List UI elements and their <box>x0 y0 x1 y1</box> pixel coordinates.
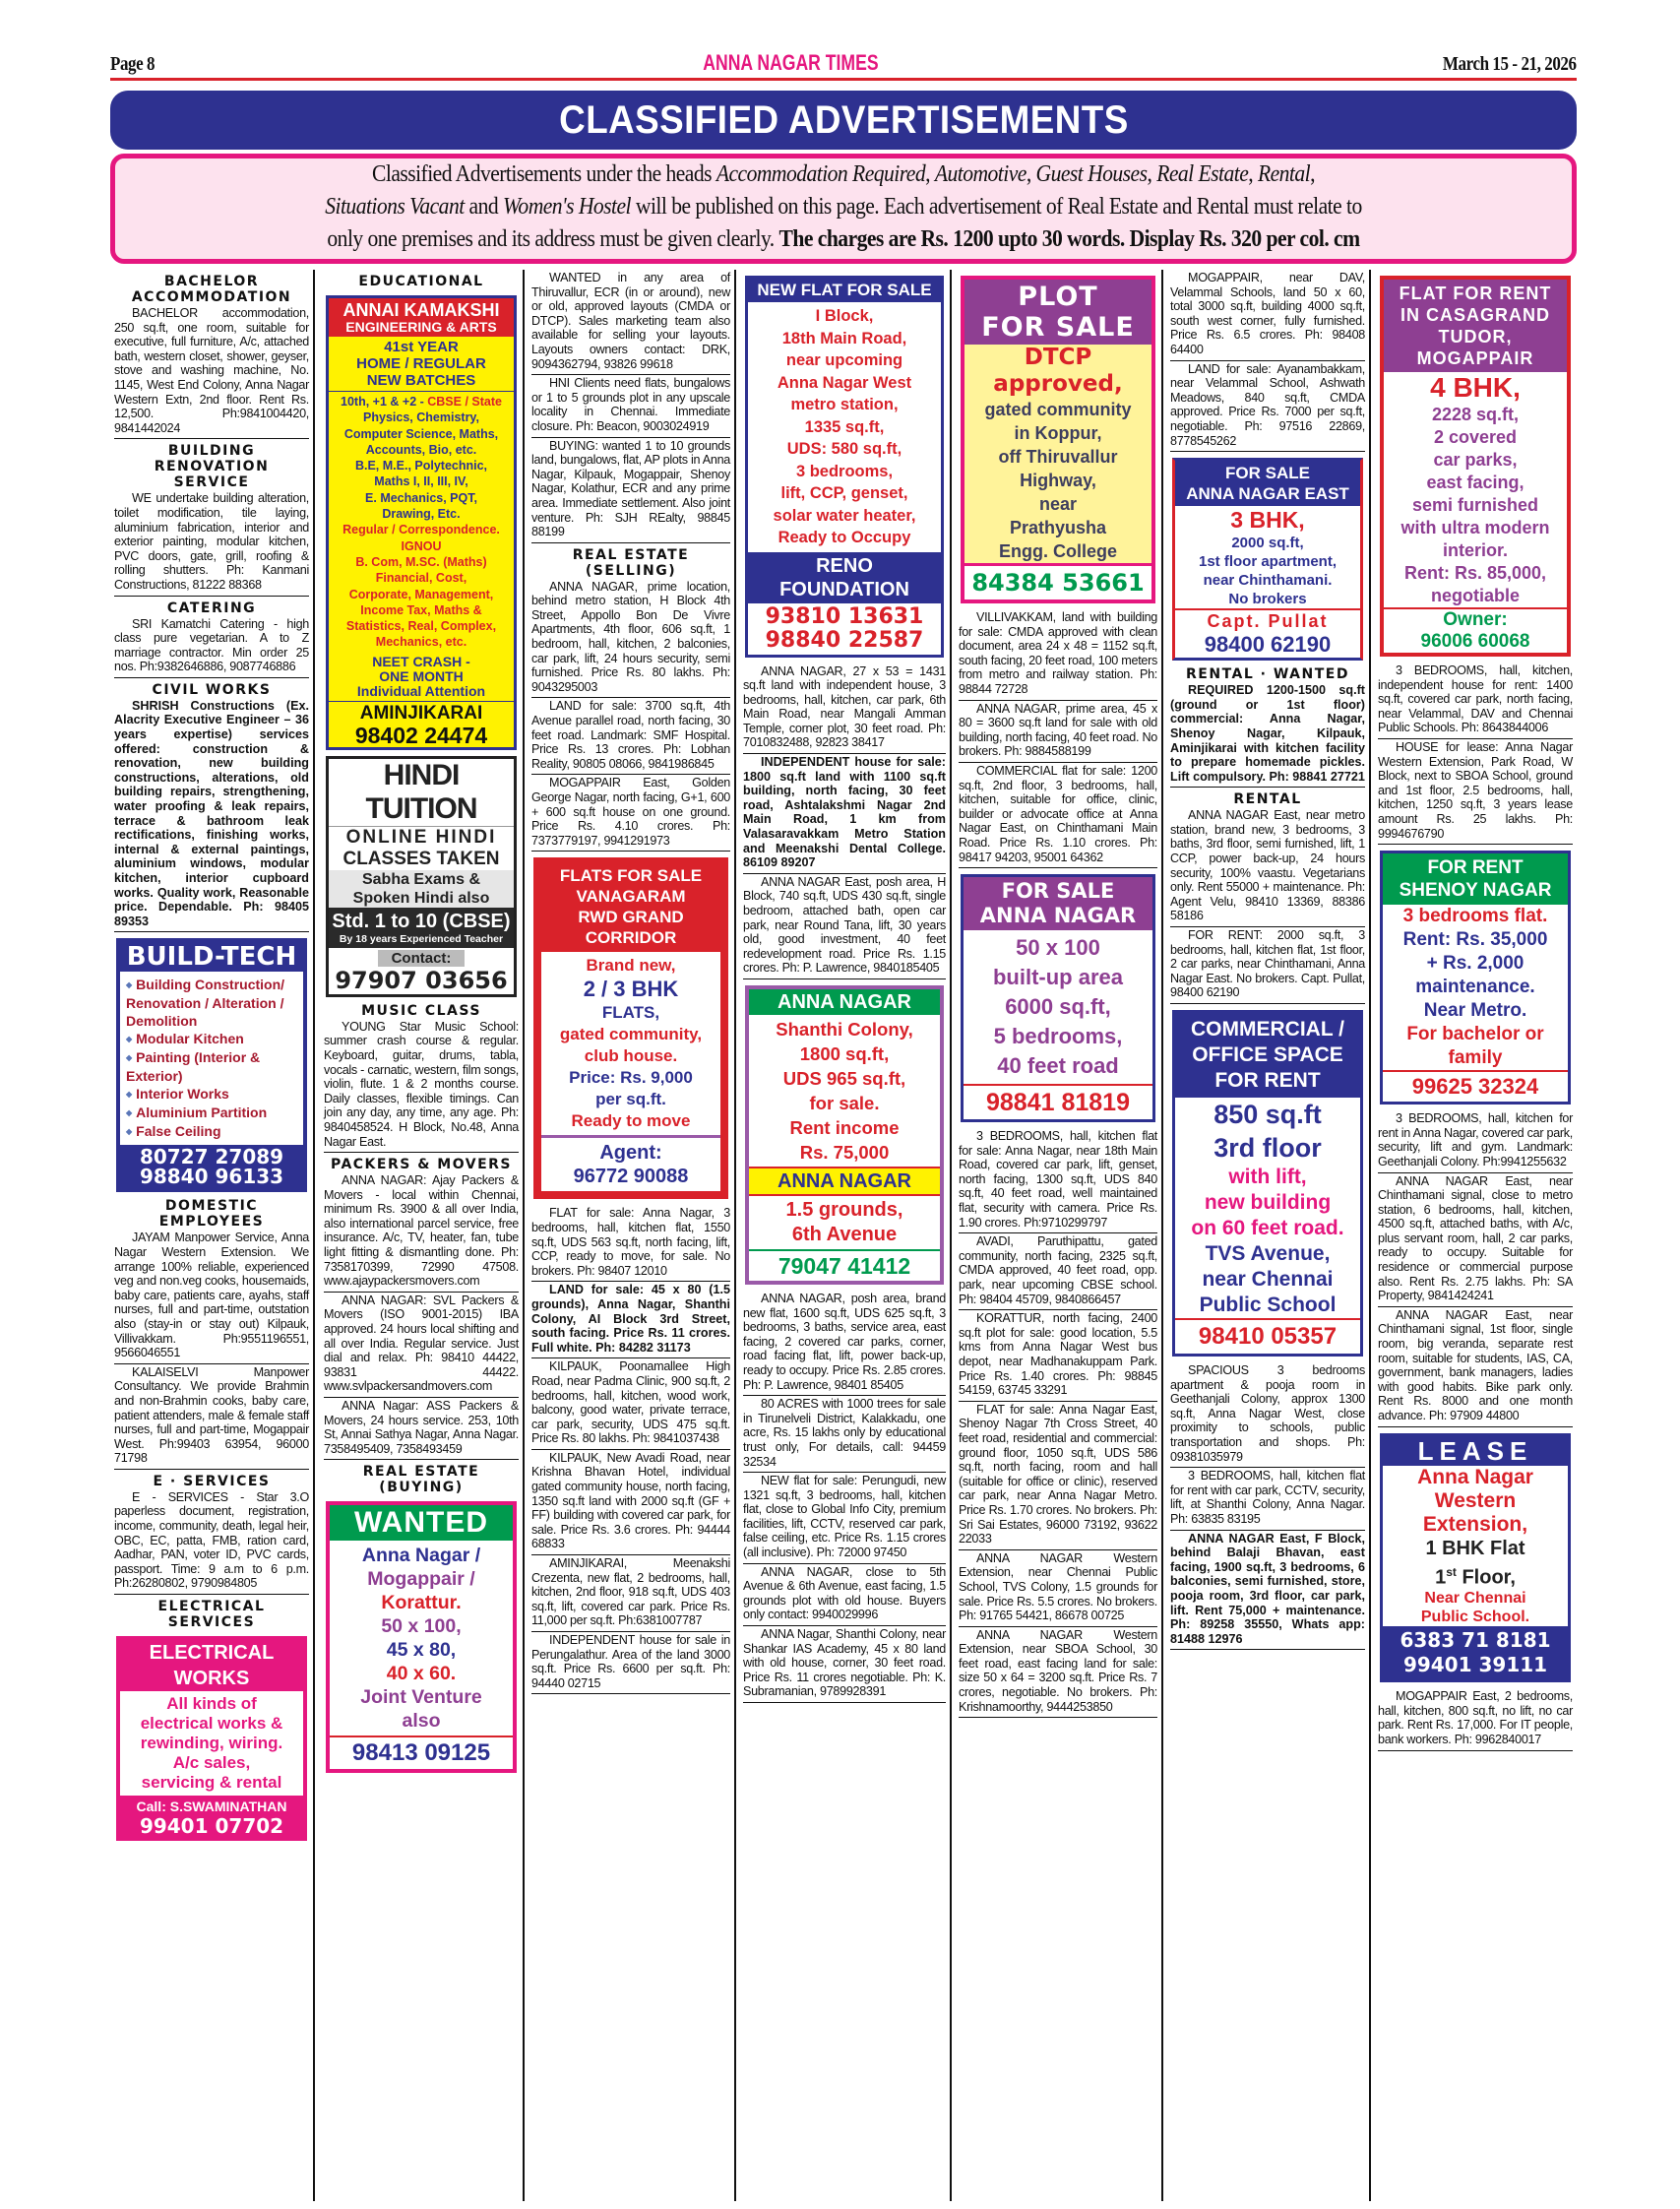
ad-line: ONLINE HINDI <box>345 826 497 848</box>
classified-ad: 3 BEDROOMS, hall, kitchen flat for rent with car park, CCTV, security, lift, at Shanthi Colony, Anna Nagar. Ph: 63835 83195 <box>1170 1468 1365 1530</box>
ad-line: 3rd floor <box>1213 1133 1322 1163</box>
ad-line: gated community <box>984 400 1132 419</box>
classified-ad: ANNA Nagar, Shanthi Colony, near Shankar IAS Academy, 45 x 80 land with old house, corner, 30 feet road. Price Rs. 11 crores negotiable. Ph: K. Subramanian, 9789928391 <box>743 1626 946 1703</box>
column-5 <box>955 270 1163 2201</box>
ad-line: east facing, <box>1426 473 1524 492</box>
classified-ad: ANNA NAGAR, prime area, 45 x 80 = 3600 sq.ft land for sale with old building, north facing, 40 feet road. No brokers. Ph: 9884588199 <box>959 701 1157 763</box>
ad-line: Prathyusha <box>1009 518 1107 537</box>
phone-number: 79047 41412 <box>778 1252 911 1279</box>
ad-line: Rent income <box>789 1116 900 1138</box>
classified-ad: 3 BEDROOMS, hall, kitchen, independent house for rent: 1400 sq.ft, covered car park, north facing, near Velammal, DAV and Chennai Public Schools. Ph: 8643844006 <box>1378 663 1573 739</box>
newspaper-title: ANNA NAGAR TIMES <box>703 50 879 75</box>
display-ad-flats-vanagaram <box>533 857 728 1199</box>
ad-line: Mechanics, etc. <box>375 635 467 650</box>
ad-line: 40 feet road <box>997 1053 1119 1079</box>
ad-title: TUDOR, <box>1438 327 1513 347</box>
display-ad-office-space <box>1172 1010 1363 1357</box>
ad-title: ANNA NAGAR <box>979 904 1137 928</box>
column-1 <box>110 270 315 2201</box>
ad-line: Near Metro. <box>1423 1000 1527 1022</box>
ad-line: 40 x 60. <box>386 1663 457 1685</box>
classified-ad: 3 BEDROOMS, hall, kitchen flat for sale: Anna Nagar, near 18th Main Road, covered car park, lift, genset, north facing, 1300 sq.ft, UDS 840 sq.ft, 40 feet road, well maintained flat, security with camera. Price Rs. 1.90 crores. Ph:9710299797 <box>959 1128 1157 1233</box>
ad-line: Highway, <box>1020 471 1096 490</box>
ad-line: lift, CCP, genset, <box>780 484 908 502</box>
heading-e-services: E · SERVICES <box>153 1473 271 1489</box>
ad-line: also <box>402 1710 441 1733</box>
ad-line: Engg. College <box>998 541 1117 561</box>
service-item: ◆ False Ceiling <box>126 1122 297 1141</box>
ad-line: approved, <box>993 371 1123 397</box>
ad-line: Mogappair / <box>367 1568 475 1591</box>
ad-line: electrical works & <box>140 1714 283 1734</box>
classified-ad: FLAT for sale: Anna Nagar, 3 bedrooms, hall, kitchen flat, 1550 sq.ft, UDS 563 sq.ft, north facing, lift, CCP, ready to move, for sale. No brokers. Ph: 98407 12010 <box>531 1205 730 1282</box>
service-item: ◆ Aluminium Partition <box>126 1104 297 1122</box>
ad-line: 45 x 80, <box>386 1639 457 1662</box>
ad-line: Drawing, Etc. <box>382 507 461 522</box>
ad-line: E. Mechanics, PQT, <box>365 490 477 505</box>
ad-line: semi furnished <box>1411 495 1539 515</box>
classified-ad: ANNA NAGAR, 27 x 53 = 1431 sq.ft land with independent house, 3 bedrooms, hall, kitchen, car park, 6th Main Road, near Mangali Amman Temple, corner plot, 30 feet road. Ph: 7010832488, 92823 38417 <box>743 663 946 755</box>
ad-line: on 60 feet road. <box>1191 1217 1344 1239</box>
phone-number: 98840 22587 <box>765 627 924 653</box>
contact-name: Capt. Pullat <box>1175 608 1360 632</box>
ad-title: FLAT FOR RENT <box>1399 284 1552 303</box>
display-ad-hindi-tuition <box>326 756 517 997</box>
service-item: ◆ Building Construction/ Renovation / Alteration / Demolition <box>126 976 297 1030</box>
heading-rental-wanted: RENTAL · WANTED <box>1186 666 1349 683</box>
phone-number: 84384 53661 <box>964 563 1151 600</box>
ad-line: B. Com, M.SC. (Maths) <box>355 554 487 569</box>
ad-line: Korattur. <box>381 1592 462 1614</box>
ad-line: 3 bedrooms flat. <box>1402 906 1548 927</box>
classified-ad: ANNA Nagar: ASS Packers & Movers, 24 hours service. 253, 10th St, Annai Sathya Nagar, Anna Nagar. 7358495409, 7358493459 <box>324 1398 519 1460</box>
ad-title: PLOT <box>1018 282 1098 312</box>
ad-line: gated community, <box>559 1025 703 1044</box>
ad-line: 3 BHK, <box>1230 507 1305 534</box>
classified-ad: MOGAPPAIR East, Golden George Nagar, north facing, G+1, 600 + 600 sq.ft house on one ground. Price Rs. 4.10 crores. Ph: 7373779197, 9941291973 <box>531 775 730 852</box>
masthead <box>110 50 1577 81</box>
ad-line: All kinds of <box>166 1694 257 1714</box>
ad-title: OFFICE SPACE <box>1192 1043 1343 1066</box>
classified-ad: ANNA NAGAR East, F Block, behind Balaji Bhavan, east facing, 1900 sq.ft, 3 bedrooms, 6 balconies, semi furnished, store, pooja room, 3rd floor, car park, lift. Rent 75,000 + maintenance. Ph: 89258 35550, Whats app: 81488 12976 <box>1170 1531 1365 1651</box>
ad-title: COMMERCIAL / <box>1191 1018 1344 1041</box>
ad-line: 850 sq.ft <box>1213 1100 1322 1129</box>
ad-line: 2 / 3 BHK <box>583 977 679 1002</box>
classified-ad: ANNA NAGAR Western Extension, near Chennai Public School, TVS Colony, 1.5 grounds for sale. Price Rs. 5.5 crores. No brokers. Ph: 91765 54421, 86678 00725 <box>959 1550 1157 1627</box>
classified-ad: MOGAPPAIR, near DAV, Velammal Schools, land 50 x 60, total 3000 sq.ft, building 4000 sq.ft, south west corner, fully furnished. Price Rs. 6.5 crores. Ph: 98408 64400 <box>1170 270 1365 361</box>
ad-line: Rs. 75,000 <box>799 1141 890 1163</box>
ad-line: with lift, <box>1228 1166 1307 1188</box>
phone-number: 80727 27089 <box>139 1145 284 1169</box>
ad-line: Ready to Occupy <box>778 529 911 546</box>
issue-date: March 15 - 21, 2026 <box>1443 53 1577 75</box>
ad-title: HINDI TUITION <box>329 759 514 827</box>
column-2 <box>320 270 525 2201</box>
heading-music-class: MUSIC CLASS <box>361 1002 481 1019</box>
heading-real-estate-selling: REAL ESTATE (SELLING) <box>572 546 690 579</box>
classified-ad: SRI Kamatchi Catering - high class pure vegetarian. A to Z marriage contractor. Min order 25 nos. Ph:9382646886, 9087746886 <box>114 616 309 678</box>
classified-ad: NEW flat for sale: Perungudi, new 1321 sq.ft, 3 bedrooms, hall, kitchen flat, close to Global Info City, premium facilities, lift, CCTV, reserved car park, false ceiling, etc. Price Rs. 1.15 crores (all inclusive). Ph: 72000 97450 <box>743 1473 946 1564</box>
ad-line: Public School. <box>1420 1609 1530 1626</box>
ad-line: 2000 sq.ft, <box>1231 535 1304 552</box>
ad-title: FLATS FOR SALE <box>559 866 703 886</box>
ad-line: I Block, <box>815 307 874 325</box>
charges-text: The charges are Rs. 1200 upto 30 words. Display Rs. 320 per col. cm <box>778 226 1360 252</box>
classified-ad: E - SERVICES - Star 3.O paperless document, registration, income, community, death, legal heir, OBC, EC, patta, FMB, ration card, Aadhar, PAN, voter ID, PVC cards, passport. Time: 9 a.m to 6 p.m. Ph:26280802, 9790984805 <box>114 1489 309 1595</box>
ad-line: Std. 1 to 10 (CBSE) <box>332 910 511 932</box>
phone-number: 99401 07702 <box>139 1814 284 1839</box>
ad-line: IGNOU <box>401 538 442 553</box>
ad-title: FOR SALE <box>1225 464 1310 483</box>
ad-line: 1.5 grounds, <box>785 1198 903 1221</box>
ad-title: FOR SALE <box>1001 879 1115 904</box>
ad-line: NEET CRASH - <box>372 653 470 669</box>
phone-number: 98410 05357 <box>1175 1318 1360 1354</box>
classified-ad: ANNA NAGAR, posh area, brand new flat, 1600 sq.ft, UDS 625 sq.ft, 3 bedrooms, 3 baths, service area, east facing, 2 covered car parks, corner, road facing flat, lift, power back-up, ready to occupy. Price Rs. 2.85 crores. Ph: P. Lawrence, 98401 85405 <box>743 1291 946 1396</box>
ad-line: Public School <box>1199 1294 1337 1316</box>
ad-line: 6000 sq.ft, <box>1005 994 1111 1020</box>
classified-ad: ANNA NAGAR: SVL Packers & Movers (ISO 9001-2015) IBA approved. 24 hours local shifting and all over India. Regular service. Just dial and relax. Ph: 98410 44422, 93831 44422. www.svlpackersandmovers.com <box>324 1293 519 1398</box>
classified-ad: ANNA NAGAR, close to 5th Avenue & 6th Avenue, east facing, 1.5 grounds plot with old house. Buyers only contact: 9940029996 <box>743 1564 946 1626</box>
ad-line: CORRIDOR <box>585 928 677 948</box>
ad-line: RWD GRAND <box>578 908 684 927</box>
ad-line: Individual Attention <box>356 682 486 699</box>
classified-ad: ANNA NAGAR Western Extension, near SBOA School, 30 feet road, east facing land for sale: size 50 x 64 = 3200 sq.ft. Price Rs. 7 crores, negotiable. No brokers. Ph: Krishnamoorthy, 9444253850 <box>959 1627 1157 1719</box>
classified-ad: SHRISH Constructions (Ex. Alacrity Executive Engineer – 36 years expertise) services offered: construction & renovation, new building constructions, alterations, old building repairs, strengthening, water proofing & leak repairs, terrace & bathroom leak rectifications, finishing works, internal & external paintings, aluminium windows, modular kitchen, interior cupboard works. Quality work, Reasonable price. Dependable. Ph: 98405 89353 <box>114 698 309 933</box>
display-ad-lease <box>1380 1433 1571 1683</box>
phone-number: 96772 90088 <box>573 1166 689 1188</box>
ad-line: near <box>1038 494 1078 514</box>
contact-label: Owner: <box>1443 609 1508 630</box>
notice-line-3: only one premises and its address must be given clearly. The charges are Rs. 1200 upto 30 words. Display Rs. 320 per col. cm <box>327 226 1360 252</box>
ad-line: Western <box>1434 1488 1517 1512</box>
phone-number: 99401 39111 <box>1402 1653 1548 1677</box>
ad-line: Computer Science, Maths, <box>343 426 499 441</box>
ad-title: IN CASAGRAND <box>1400 305 1550 325</box>
ad-line: 6th Avenue <box>791 1223 898 1245</box>
classified-ad: WE undertake building alteration, toilet modification, tile laying, aluminium fabrication, interior and exterior painting, modular kitchen, PVC doors, gate, grill, roofing & rolling shutters. Ph: Kanmani Constructions, 81222 88368 <box>114 490 309 596</box>
classified-ad: HNI Clients need flats, bungalows or 1 to 5 grounds plot in any upscale locality in Chennai. Immediate closure. Ph: Beacon, 9003024919 <box>531 375 730 437</box>
ad-line: 2 covered <box>1433 427 1518 447</box>
column-3 <box>528 270 736 2201</box>
phone-number: 98400 62190 <box>1204 632 1332 658</box>
ad-line: in Koppur, <box>1014 423 1102 443</box>
classified-ad: FLAT for sale: Anna Nagar East, Shenoy Nagar 7th Cross Street, 40 feet road, residential and commercial: ground floor, 1050 sq.ft, UDS 586 sq.ft, north facing, room and hall (suitable for office or clinic), reserved car park, near Anna Nagar Metro. Price Rs. 1.70 crores. No brokers. Ph: Sri Sai Estates, 96000 73192, 93622 22033 <box>959 1402 1157 1550</box>
notice-line-1: Classified Advertisements under the heads Accommodation Required, Automotive, Guest Houses, Real Estate, Rental, <box>371 161 1315 187</box>
classified-ad: INDEPENDENT house for sale: 1800 sq.ft land with 1100 sq.ft building, north facing, 30 feet road, Ashtalakshmi Nagar 2nd Main Road, 1 km from Valasaravakkam Metro Station and Meenakshi Dental College. 86109 89207 <box>743 754 946 874</box>
ad-line: maintenance. <box>1415 977 1535 998</box>
ad-line: Shanthi Colony, <box>776 1018 913 1040</box>
ad-title: SHENOY NAGAR <box>1399 880 1552 902</box>
classified-ad: JAYAM Manpower Service, Anna Nagar Western Extension. We arrange 100% reliable, experienced veg and non.veg cooks, housemaids, baby care, patients care, ayahs, staff nurses, full and part-time, outstation also (stay-in or stay out) Kilpauk, Villivakkam. Ph:9551196551, 9566046551 <box>114 1230 309 1363</box>
ad-line: Physics, Chemistry, <box>363 410 479 425</box>
ad-line: negotiable <box>1430 586 1520 605</box>
display-ad-for-sale-anna-nagar-east <box>1172 458 1363 661</box>
classified-ad: REQUIRED 1200-1500 sq.ft (ground or 1st floor) commercial: Anna Nagar, Shenoy Nagar, Kilpauk, Aminjikarai with kitchen facility to prepare homemade pickles. Lift compulsory. Ph: 98841 27721 <box>1170 682 1365 788</box>
ad-line: Statistics, Real, Complex, <box>345 619 497 634</box>
ad-line: UDS: 580 sq.ft, <box>786 440 902 458</box>
ad-line: Anna Nagar <box>1417 1465 1533 1488</box>
ad-line: Accounts, Bio, etc. <box>365 442 477 457</box>
ad-line: 4 BHK, <box>1430 372 1521 403</box>
classified-ad: ANNA NAGAR East, near Chinthamani signal, 1st floor, single room, big veranda, separate rest room, suitable for students, IAS, CA, government, bank managers, ladies with good habits. Bike park only. Rent Rs. 8000 and one month advance. Ph: 97909 44800 <box>1378 1307 1573 1427</box>
ad-line: Corporate, Management, <box>348 587 494 601</box>
classified-ad: LAND for sale: Ayanambakkam, near Velammal School, Ashwath Meadows, 840 sq.ft, CMDA approved. Price Rs. 7000 per sq.ft, negotiable. Ph: 97516 22869, 8778545262 <box>1170 361 1365 453</box>
ad-line: per sq.ft. <box>595 1090 666 1109</box>
service-item: ◆ Modular Kitchen <box>126 1030 297 1048</box>
ad-line: interior. <box>1442 540 1508 560</box>
service-item: ◆ Painting (Interior & Exterior) <box>126 1048 297 1085</box>
classified-ad: KILPAUK, New Avadi Road, near Krishna Bhavan Hotel, individual gated community house, north facing, 1350 sq.ft land with 2000 sq.ft (GF + FF) building with covered car park, for sale. Price Rs. 3.6 crores. Ph: 94444 68833 <box>531 1450 730 1555</box>
ad-line: metro station, <box>790 396 899 413</box>
classified-ad: KORATTUR, north facing, 2400 sq.ft plot for sale: good location, 5.5 kms from Anna Nagar West bus depot, near Madhanakuppam Park. Price Rs. 1.40 crores. Ph: 98845 54159, 63745 33291 <box>959 1310 1157 1402</box>
ad-line: for sale. <box>809 1092 880 1113</box>
classified-ad: VILLIVAKKAM, land with building for sale: CMDA approved with clean document, area 24 x 48 = 1152 sq.ft, south facing, 20 feet road, 100 meters from metro and railway station. Ph: 98844 72728 <box>959 609 1157 701</box>
ad-line: 1st floor apartment, <box>1198 553 1338 571</box>
ad-line: Near Chennai <box>1424 1590 1526 1608</box>
ad-line: CLASSES TAKEN <box>342 848 500 869</box>
ad-title: ANNA NAGAR <box>749 989 940 1015</box>
heading-building-renovation: BUILDING RENOVATION SERVICE <box>154 443 270 491</box>
classified-columns <box>110 270 1577 2201</box>
classified-ad: LAND for sale: 45 x 80 (1.5 grounds), Anna Nagar, Shanthi Colony, AI Block 3rd Street, south facing. Price Rs. 11 crores. Full white. Ph: 84282 31173 <box>531 1282 730 1358</box>
classified-ad: YOUNG Star Music School: summer crash course & regular. Keyboard, guitar, drums, tabla, vocals - carnatic, western, film songs, violin, flute. 1 & 2 months course. Daily classes, flexible timings. Can join any day, any time, any age. Ph: 9840458524. H Block, No.48, Anna Nagar East. <box>324 1019 519 1153</box>
ad-line: FLATS, <box>601 1003 660 1023</box>
classified-ad: KALAISELVI Manpower Consultancy. We provide Brahmin and non-Brahmin cooks, baby care, patient attenders, male & female staff nurses, full and part-time, Mogappair West. Ph:99403 63954, 96000 71798 <box>114 1364 309 1470</box>
ad-title: ANNAI KAMAKSHI <box>342 300 500 320</box>
section-title: CLASSIFIED ADVERTISEMENTS <box>558 97 1129 142</box>
contact-name: Call: S.SWAMINATHAN <box>136 1799 287 1815</box>
ad-line: 1800 sq.ft, <box>799 1042 890 1064</box>
ad-subtitle: ANNA NAGAR <box>749 1167 940 1196</box>
classified-ad: 3 BEDROOMS, hall, kitchen for rent in Anna Nagar, covered car park, security, lift and gym. Landmark: Geethanjali Colony. Ph:9941255632 <box>1378 1110 1573 1172</box>
phone-number: 6383 71 8181 <box>1400 1628 1551 1653</box>
ad-line: Joint Venture <box>360 1686 482 1709</box>
ad-line: Price: Rs. 9,000 <box>569 1068 693 1088</box>
ad-line: By 18 years Experienced Teacher <box>339 932 504 945</box>
ad-line: Rent: Rs. 35,000 <box>1402 929 1548 951</box>
ad-title: WANTED <box>330 1505 513 1541</box>
ad-line: 5 bedrooms, <box>993 1024 1123 1049</box>
ad-line: off Thiruvallur <box>998 447 1118 467</box>
ad-line: 1 BHK Flat <box>1425 1537 1525 1559</box>
classified-ad: AVADI, Paruthipattu, gated community, north facing, 2325 sq.ft, CMDA approved, 40 feet road, opp. park, near upcoming CBSE school. Ph: 98404 45709, 9840866457 <box>959 1233 1157 1310</box>
ad-line: NEW BATCHES <box>366 372 476 389</box>
heading-rental: RENTAL <box>1233 791 1302 808</box>
classified-ad: HOUSE for lease: Anna Nagar Western Extension, Park Road, W Block, next to SBOA School, ground and 1st floor, 2.5 bedrooms, hall, kitchen, 1250 sq.ft, 3 years lease amount Rs. 25 lakhs. Ph: 9994676790 <box>1378 739 1573 845</box>
heading-bachelor-accommodation: BACHELOR ACCOMMODATION <box>131 274 292 305</box>
classified-ad: COMMERCIAL flat for sale: 1200 sq.ft, 2nd floor, 3 bedrooms, hall, kitchen, suitable for office, clinic, builder or advocate office at Anna Nagar East, on Chinthamani Main Road. Price Rs. 1.10 crores. Ph: 98417 94203, 95001 64362 <box>959 763 1157 868</box>
phone-number: 93810 13631 <box>765 603 924 629</box>
phone-number: 98841 81819 <box>986 1089 1130 1117</box>
ad-line: near Chinthamani. <box>1203 572 1333 590</box>
ad-title: BUILD-TECH <box>120 942 303 972</box>
phone-number: 99625 32324 <box>1383 1070 1568 1102</box>
heading-domestic-employees: DOMESTIC EMPLOYEES <box>158 1198 265 1231</box>
phone-number: 96006 60068 <box>1420 631 1530 652</box>
classified-ad: ANNA NAGAR East, near metro station, brand new, 3 bedrooms, 3 baths, 3rd floor, semi furnished, lift, 1 CCP, power back-up, 24 hours security, 100% vaastu. Vegetarians only. Rent 55000 + maintenance. Ph: Agent Velu, 98410 13369, 88386 58186 <box>1170 807 1365 927</box>
ad-line: 2228 sq.ft, <box>1431 405 1520 424</box>
ad-line: No brokers <box>1228 591 1307 608</box>
heading-packers-movers: PACKERS & MOVERS <box>330 1157 513 1173</box>
classified-ad: ANNA NAGAR, prime location, behind metro station, H Block 4th Street, Appollo Bon De Vivre Apartments, 4th floor, 606 sq.ft, 1 bedroom, hall, kitchen, 2 balconies, car park, lift, 24 hours security, semi furnished. Price Rs. 80 lakhs. Ph: 9043295003 <box>531 579 730 699</box>
ad-line: 41st YEAR <box>384 339 459 355</box>
classified-ad: BUYING: wanted 1 to 10 grounds land, bungalows, flat, AP plots in Anna Nagar, Kilpauk, Mogappair, Shenoy Nagar, Kolathur, ECR and any prime area. Immediate settlement. Also joint venture. Ph: SJH REalty, 98845 88199 <box>531 438 730 543</box>
contact-label: Agent: <box>599 1142 662 1165</box>
section-banner <box>110 91 1577 150</box>
classified-ad: AMINJIKARAI, Meenakshi Crezenta, new flat, 2 bedrooms, hall, kitchen, 2nd floor, 918 sq.ft, UDS 403 sq.ft, lift, covered car park. Price Rs. 11,000 per sq.ft. Ph:6381007787 <box>531 1555 730 1632</box>
phone-number: 98402 24474 <box>354 722 488 748</box>
ad-line: Financial, Cost, <box>375 571 467 586</box>
classified-ad: ANNA NAGAR East, posh area, H Block, 740 sq.ft, UDS 430 sq.ft, single bedroom, attached bath, open car park, near Round Tana, lift, 30 years old, good investment, 40 feet redevelopment road. Price Rs. 1.15 crores. Ph: P. Lawrence, 9840185405 <box>743 874 946 979</box>
classified-ad: BACHELOR accommodation, 250 sq.ft, one room, suitable for executive, full furniture, A/c, attached bath, western closet, shower, geyser, stove and washing machine, No. 1145, West End Colony, Anna Nagar Western Extn, 2nd floor. Rent Rs. 12,500. Ph:9841004420, 9841442024 <box>114 305 309 439</box>
classified-ad: SPACIOUS 3 bedrooms apartment & pooja room in Geethanjali Colony, approx 1300 sq.ft, Anna Nagar West, close proximity to schools, public transportation and shops. Ph: 09381035979 <box>1170 1362 1365 1468</box>
phone-number: 97907 03656 <box>335 966 508 994</box>
ad-line: Anna Nagar / <box>361 1545 481 1567</box>
ad-line: built-up area <box>992 965 1123 990</box>
ad-title: LEASE <box>1383 1436 1568 1466</box>
ad-title: FOR SALE <box>981 312 1135 343</box>
ad-line: 50 x 100 <box>1016 935 1100 961</box>
column-6 <box>1166 270 1371 2201</box>
ad-line: 18th Main Road, <box>781 329 907 347</box>
ad-line: car parks, <box>1433 450 1518 470</box>
ad-line: TVS Avenue, <box>1205 1242 1331 1265</box>
ad-line: rewinding, wiring. <box>140 1734 283 1753</box>
ad-phones <box>120 1145 303 1188</box>
ad-line: with ultra modern <box>1400 518 1550 537</box>
ad-line: 1st Floor, <box>1435 1564 1516 1589</box>
ad-line: For bachelor or <box>1406 1024 1544 1045</box>
display-ad-rent-shenoy-nagar <box>1380 851 1571 1104</box>
ad-line: Ready to move <box>571 1111 691 1131</box>
ad-line: + Rs. 2,000 <box>1426 953 1524 975</box>
contact-label: Contact: <box>378 950 466 967</box>
display-ad-plot-for-sale <box>961 276 1155 603</box>
ad-line: DTCP <box>1024 345 1092 370</box>
ad-line: B.E, M.E., Polytechnic, <box>354 459 488 473</box>
ad-line: ONE MONTH <box>379 667 464 684</box>
ad-line: Extension, <box>1422 1512 1528 1536</box>
heading-educational: EDUCATIONAL <box>358 274 484 289</box>
display-ad-casagrand-tudor <box>1380 276 1571 657</box>
newspaper-page <box>110 50 1577 1839</box>
ad-title: ELECTRICAL WORKS <box>120 1640 303 1691</box>
company-name: FOUNDATION <box>779 578 909 600</box>
classified-ad: ANNA NAGAR: Ajay Packers & Movers - local within Chennai, minimum Rs. 3900 & all over India, also international parcel service, free insurance. A/c, TV, heater, fan, tube light fitting & dismantling done. Ph: 7358170399, 72990 47508. www.ajaypackersmovers.com <box>324 1172 519 1293</box>
ad-subtitle: ENGINEERING & ARTS <box>345 319 497 335</box>
display-ad-electrical-works <box>116 1636 307 1841</box>
ad-line: Income Tax, Maths & <box>360 602 482 617</box>
ad-line: A/c sales, <box>172 1753 251 1773</box>
ad-line: solar water heater, <box>773 506 916 525</box>
column-4 <box>739 270 952 2201</box>
service-item: ◆ Interior Works <box>126 1085 297 1104</box>
classified-notice <box>110 154 1577 264</box>
ad-line: Maths I, II, III, IV, <box>374 474 468 489</box>
company-name: RENO <box>816 554 873 577</box>
display-ad-wanted <box>326 1501 517 1773</box>
classified-ad: ANNA NAGAR East, near Chinthamani signal, close to metro station, 6 bedrooms, hall, kitchen, 4500 sq.ft, attached baths, with A/c, plus servant room, hall, 2 car parks, ready to occupy. Suitable for residence or commercial purpose also. Rent Rs. 2.75 lakhs. Ph: SA Property, 9841424241 <box>1378 1173 1573 1307</box>
heading-real-estate-buying: REAL ESTATE (BUYING) <box>362 1464 480 1496</box>
display-ad-for-sale-anna-nagar <box>961 874 1155 1122</box>
ad-title: ANNA NAGAR EAST <box>1186 484 1349 504</box>
classified-ad: FOR RENT: 2000 sq.ft, 3 bedrooms, hall, kitchen flat, 1st floor, 2 car parks, near Chinthamani, Anna Nagar East. No brokers. Capt. Pullat, 98400 62190 <box>1170 927 1365 1004</box>
display-ad-buildtech <box>116 938 307 1192</box>
ad-line: family <box>1448 1047 1503 1069</box>
ad-line: HOME / REGULAR <box>356 355 486 372</box>
notice-line-2: Situations Vacant and Women's Hostel will be published on this page. Each advertisement of Real Estate and Rental must relate to <box>325 194 1362 220</box>
ad-line: 50 x 100, <box>381 1615 462 1638</box>
ad-line: UDS 965 sq.ft, <box>782 1067 906 1089</box>
phone-number: 98413 09125 <box>351 1739 491 1767</box>
ad-line: Anna Nagar West <box>777 373 912 392</box>
classified-ad: WANTED in any area of Thiruvallur, ECR (in or around), new or old, approved layouts (CMDA or DTCP). Sales marketing team also available for selling your layouts. Layouts owners contact: DRK, 9094362794, 93826 99618 <box>531 270 730 375</box>
ad-line: near Chennai <box>1202 1268 1334 1291</box>
ad-line: Regular / Correspondence. <box>342 523 500 537</box>
classified-ad: LAND for sale: 3700 sq.ft, 4th Avenue parallel road, north facing, 30 feet road. Landmark: SMF Hospital. Price Rs. 13 crores. Ph: Lobhan Reality, 90805 08066, 9841986845 <box>531 698 730 775</box>
ad-line: Rent: Rs. 85,000, <box>1403 563 1547 583</box>
ad-location: AMINJIKARAI <box>359 702 483 724</box>
ad-line: Brand new, <box>586 956 676 976</box>
service-list <box>120 972 303 1145</box>
ad-line: 1335 sq.ft, <box>804 417 885 436</box>
column-7 <box>1374 270 1577 2201</box>
heading-catering: CATERING <box>166 600 257 616</box>
heading-electrical-services: ELECTRICAL SERVICES <box>157 1599 266 1631</box>
ad-line: Sabha Exams & <box>361 870 481 888</box>
ad-line: new building <box>1204 1191 1332 1214</box>
ad-title: NEW FLAT FOR SALE <box>748 279 941 302</box>
ad-line: 3 bedrooms, <box>795 462 894 480</box>
heading-civil-works: CIVIL WORKS <box>152 681 272 698</box>
display-ad-anna-nagar-shanthi-colony <box>745 985 944 1285</box>
ad-title: FOR RENT <box>1427 857 1524 879</box>
classified-ad: KILPAUK, Poonamallee High Road, near Padma Clinic, 900 sq.ft, 2 bedrooms, hall, kitchen, wood work, balcony, good water, private terrace, car park, security, UDS 475 sq.ft. Price Rs. 80 lakhs. Ph: 9841037438 <box>531 1358 730 1450</box>
display-ad-annai-kamakshi <box>326 295 517 750</box>
ad-line: servicing & rental <box>141 1773 282 1793</box>
display-ad-new-flat-reno <box>745 276 944 658</box>
classified-ad: 80 ACRES with 1000 trees for sale in Tirunelveli District, Kalakkadu, one acre, Rs. 15 lakhs only by educational trust only, For details, call: 94459 32534 <box>743 1396 946 1473</box>
ad-line: club house. <box>584 1046 678 1066</box>
ad-line: 10th, +1 & +2 - CBSE / State <box>341 395 502 409</box>
page-number: Page 8 <box>110 53 156 75</box>
ad-line: Spoken Hindi also <box>352 889 490 907</box>
classified-ad: INDEPENDENT house for sale in Perungalathur. Area of the land 3000 sq.ft. Price Rs. 6600 per sq.ft. Ph: 94440 02715 <box>531 1632 730 1694</box>
ad-line: near upcoming <box>785 351 903 369</box>
ad-title: MOGAPPAIR <box>1416 348 1534 368</box>
classified-ad: MOGAPPAIR East, 2 bedrooms, hall, kitchen, 800 sq.ft, no lift, no car park. Rent Rs. 17,000. For IT people, bank workers. Ph: 9962840017 <box>1378 1688 1573 1750</box>
phone-number: 98840 96133 <box>139 1165 284 1189</box>
ad-line: VANAGARAM <box>576 887 686 907</box>
ad-title: FOR RENT <box>1214 1069 1321 1092</box>
